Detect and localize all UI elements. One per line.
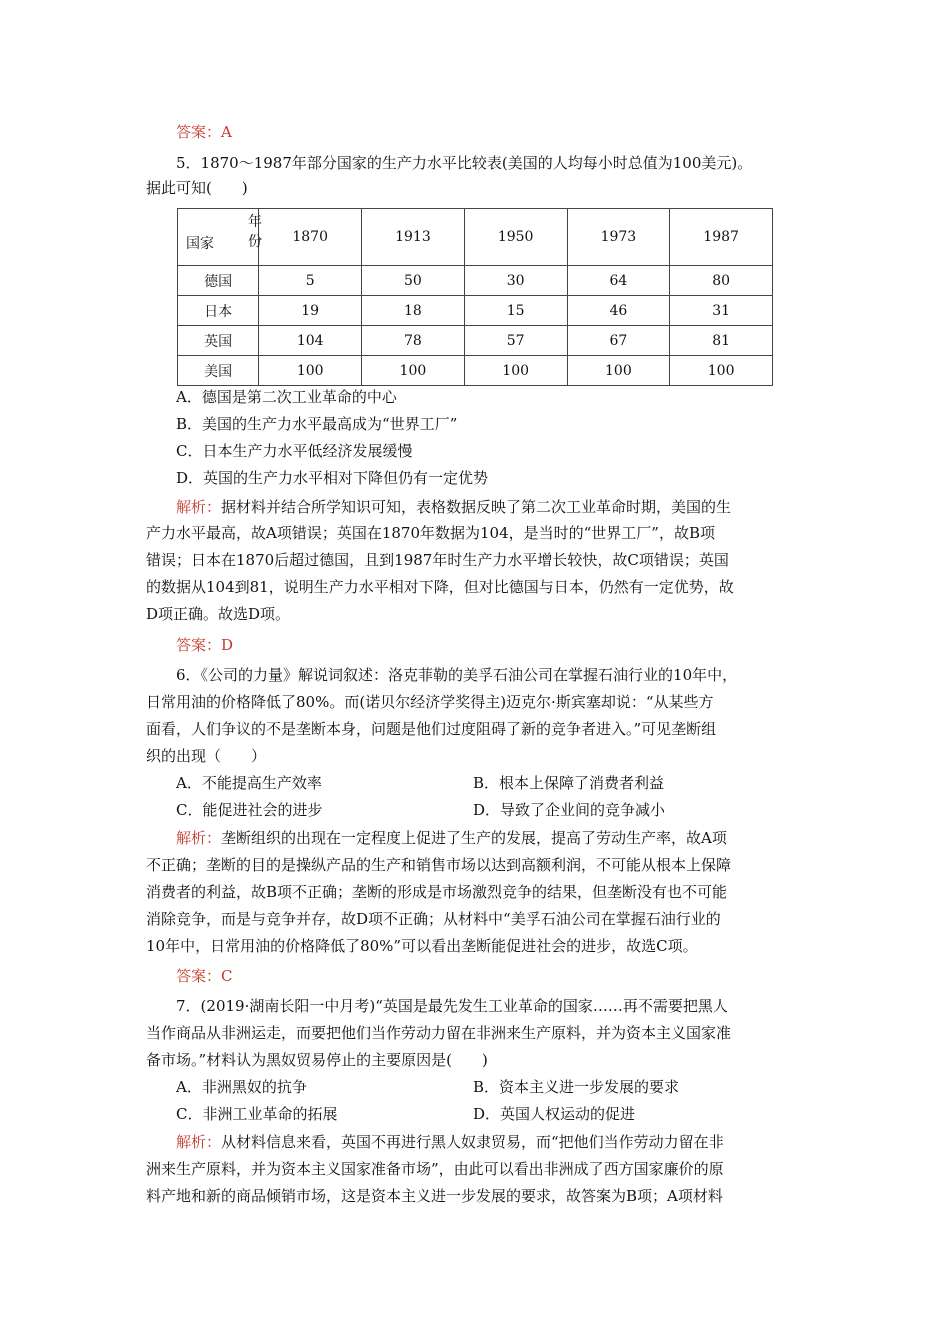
value-cell: 50 — [362, 266, 465, 296]
q6-answer — [176, 966, 233, 986]
answer-value: A — [221, 123, 232, 141]
year-header: 1987 — [670, 209, 773, 266]
table-header-row — [178, 209, 773, 266]
answer-value: C — [221, 967, 233, 985]
year-header: 1950 — [464, 209, 567, 266]
q5-option-b: B．美国的生产力水平最高成为“世界工厂” — [176, 415, 458, 433]
value-cell: 31 — [670, 296, 773, 326]
q6-option-d: D．导致了企业间的竞争减小 — [473, 801, 666, 819]
q6-option-a: A．不能提高生产效率 — [176, 774, 322, 792]
value-cell: 64 — [567, 266, 670, 296]
analysis-text: 从材料信息来看，英国不再进行黑人奴隶贸易，而“把他们当作劳动力留在非 — [221, 1133, 724, 1151]
q6-analysis-line: 10年中，日常用油的价格降低了80%”可以看出垄断能促进社会的进步，故选C项。 — [146, 937, 698, 955]
q6-stem-line: 织的出现（ ） — [146, 747, 267, 765]
q5-stem-line2: 据此可知( ) — [146, 179, 248, 197]
q7-option-c: C．非洲工业革命的拓展 — [176, 1105, 338, 1123]
analysis-text: 垄断组织的出现在一定程度上促进了生产的发展，提高了劳动生产率，故A项 — [221, 829, 727, 847]
q6-stem-line: 日常用油的价格降低了80%。而(诺贝尔经济学奖得主)迈克尔·斯宾塞却说：“从某些方 — [146, 693, 714, 711]
q5-analysis-line: 错误；日本在1870后超过德国，且到1987年时生产力水平增长较快，故C项错误；英国 — [146, 551, 729, 569]
table-row — [178, 326, 773, 356]
analysis-label: 解析： — [176, 1133, 222, 1151]
q7-analysis-line1 — [176, 1132, 724, 1152]
value-cell: 80 — [670, 266, 773, 296]
country-cell: 美国 — [178, 356, 259, 386]
year-header: 1973 — [567, 209, 670, 266]
q5-stem-line1: 5．1870～1987年部分国家的生产力水平比较表(美国的人均每小时总值为100美元)。 — [176, 154, 753, 172]
q4-answer — [176, 122, 232, 142]
q7-stem-line: 7．(2019·湖南长阳一中月考)“英国是最先发生工业革命的国家……再不需要把黑人 — [176, 997, 728, 1015]
country-cell: 英国 — [178, 326, 259, 356]
country-cell: 德国 — [178, 266, 259, 296]
q7-option-b: B．资本主义进一步发展的要求 — [473, 1078, 680, 1096]
q5-analysis-line: D项正确。故选D项。 — [146, 605, 291, 623]
value-cell: 19 — [259, 296, 362, 326]
value-cell: 100 — [670, 356, 773, 386]
value-cell: 81 — [670, 326, 773, 356]
q5-option-d: D．英国的生产力水平相对下降但仍有一定优势 — [176, 469, 489, 487]
value-cell: 67 — [567, 326, 670, 356]
answer-label: 答案： — [176, 123, 222, 141]
q6-stem-line: 面看，人们争议的不是垄断本身，问题是他们过度阻碍了新的竞争者进入。”可见垄断组 — [146, 720, 717, 738]
q6-analysis-line1 — [176, 828, 727, 848]
q5-option-c: C．日本生产力水平低经济发展缓慢 — [176, 442, 413, 460]
q6-option-b: B．根本上保障了消费者利益 — [473, 774, 665, 792]
q7-option-a: A．非洲黑奴的抗争 — [176, 1078, 307, 1096]
q5-analysis-line: 产力水平最高，故A项错误；英国在1870年数据为104，是当时的“世界工厂”，故B项 — [146, 524, 715, 542]
analysis-text: 据材料并结合所学知识可知，表格数据反映了第二次工业革命时期，美国的生 — [221, 498, 732, 516]
value-cell: 30 — [464, 266, 567, 296]
q7-stem-line: 当作商品从非洲运走，而要把他们当作劳动力留在非洲来生产原料，并为资本主义国家准 — [146, 1024, 732, 1042]
value-cell: 100 — [259, 356, 362, 386]
q6-analysis-line: 消费者的利益，故B项不正确；垄断的形成是市场激烈竞争的结果，但垄断没有也不可能 — [146, 883, 728, 901]
answer-label: 答案： — [176, 967, 222, 985]
value-cell: 57 — [464, 326, 567, 356]
q7-analysis-line: 洲来生产原料，并为资本主义国家准备市场”，由此可以看出非洲成了西方国家廉价的原 — [146, 1160, 724, 1178]
year-header: 1870 — [259, 209, 362, 266]
analysis-label: 解析： — [176, 498, 222, 516]
q6-option-c: C．能促进社会的进步 — [176, 801, 323, 819]
value-cell: 100 — [567, 356, 670, 386]
table-row — [178, 296, 773, 326]
value-cell: 18 — [362, 296, 465, 326]
answer-label: 答案： — [176, 636, 222, 654]
value-cell: 104 — [259, 326, 362, 356]
q6-stem-line: 6．《公司的力量》解说词叙述：洛克菲勒的美孚石油公司在掌握石油行业的10年中， — [176, 666, 738, 684]
value-cell: 5 — [259, 266, 362, 296]
answer-value: D — [221, 636, 234, 654]
q7-stem-line: 备市场。”材料认为黑奴贸易停止的主要原因是( ) — [146, 1051, 488, 1069]
table-corner-cell — [178, 209, 262, 266]
value-cell: 15 — [464, 296, 567, 326]
q5-answer — [176, 635, 233, 655]
q6-analysis-line: 不正确；垄断的目的是操纵产品的生产和销售市场以达到高额利润，不可能从根本上保障 — [146, 856, 732, 874]
analysis-label: 解析： — [176, 829, 222, 847]
country-cell: 日本 — [178, 296, 259, 326]
productivity-table — [177, 208, 773, 386]
q5-analysis-line: 的数据从104到81，说明生产力水平相对下降，但对比德国与日本，仍然有一定优势，故 — [146, 578, 734, 596]
corner-year-label: 年份 — [248, 214, 262, 250]
value-cell: 100 — [362, 356, 465, 386]
value-cell: 100 — [464, 356, 567, 386]
table-row — [178, 356, 773, 386]
q6-analysis-line: 消除竞争，而是与竞争并存，故D项不正确；从材料中“美孚石油公司在掌握石油行业的 — [146, 910, 721, 928]
corner-country-label: 国家 — [186, 236, 214, 252]
table-row — [178, 266, 773, 296]
q7-analysis-line: 料产地和新的商品倾销市场，这是资本主义进一步发展的要求，故答案为B项；A项材料 — [146, 1187, 723, 1205]
value-cell: 78 — [362, 326, 465, 356]
q5-option-a: A．德国是第二次工业革命的中心 — [176, 388, 397, 406]
q7-option-d: D．英国人权运动的促进 — [473, 1105, 636, 1123]
value-cell: 46 — [567, 296, 670, 326]
year-header: 1913 — [362, 209, 465, 266]
q5-analysis-line1 — [176, 497, 731, 517]
